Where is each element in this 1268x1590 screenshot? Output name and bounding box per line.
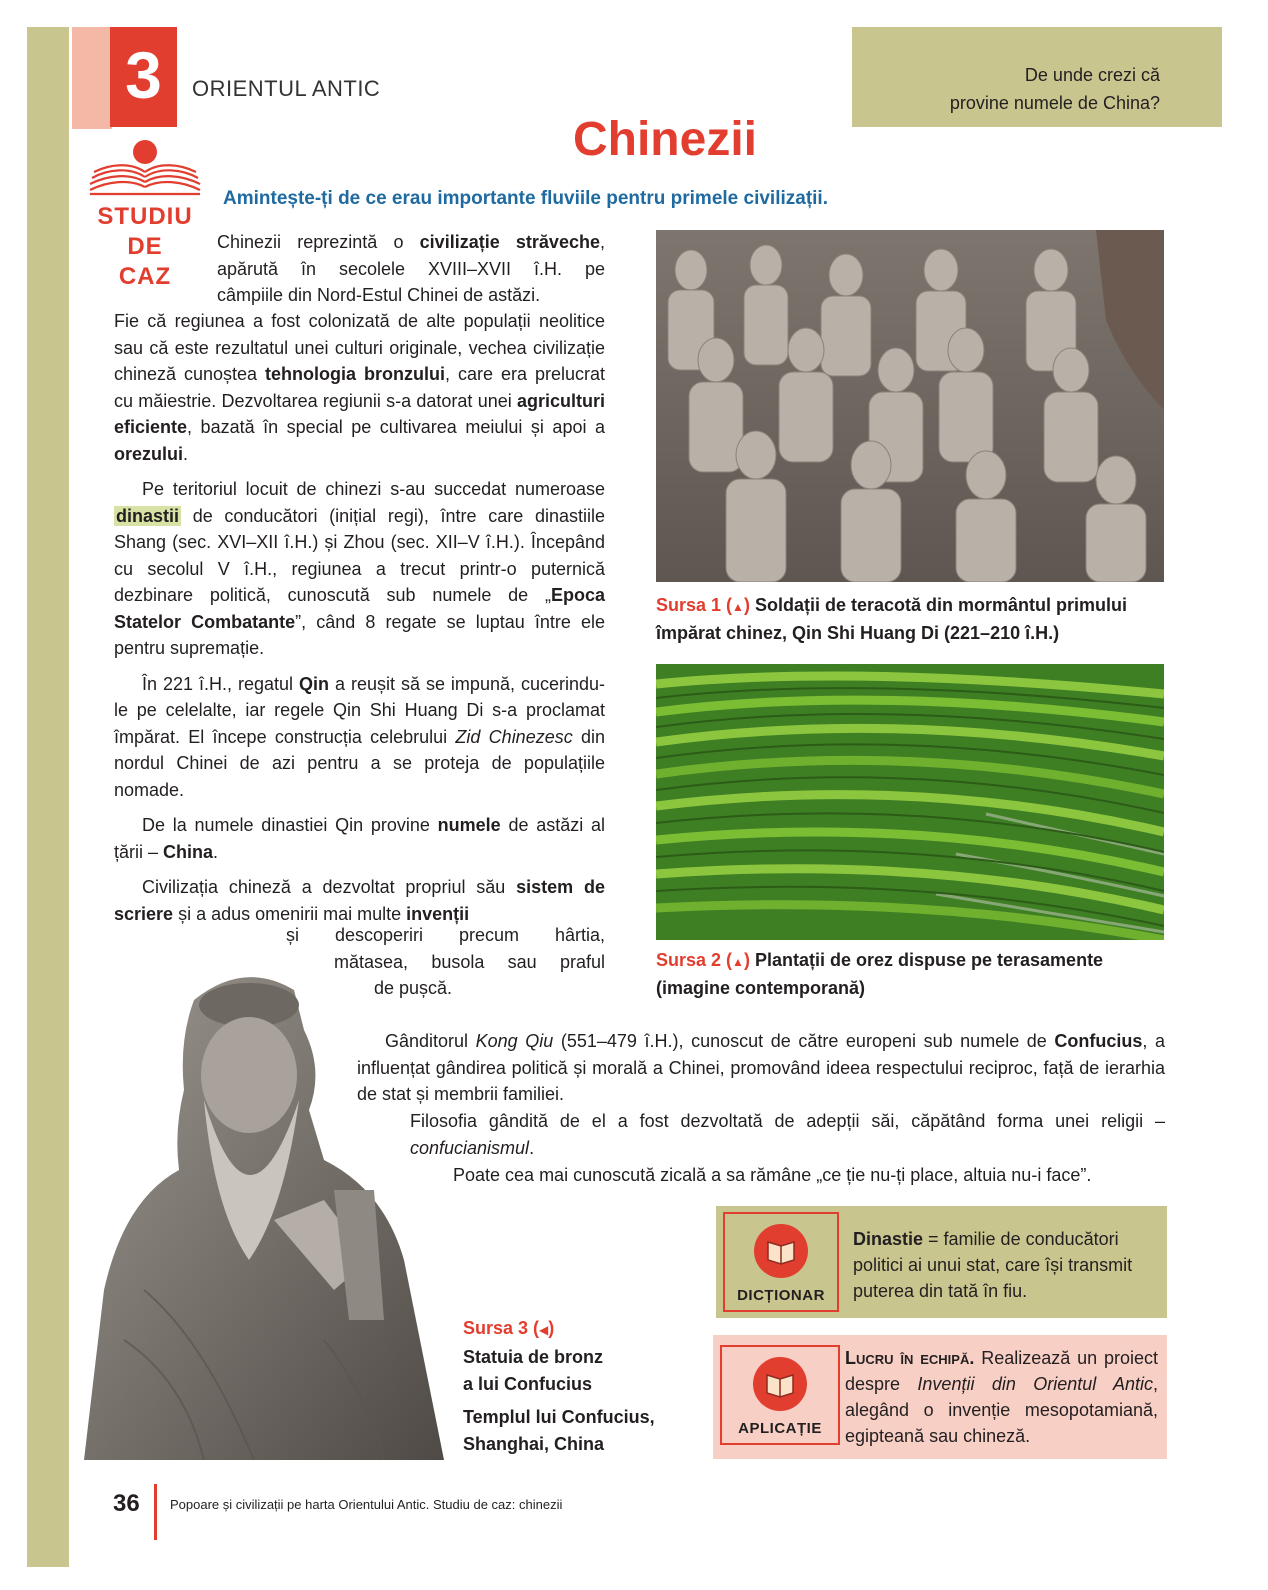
dictionary-definition-text: = familie de conducători politici ai unui stat, care își transmit puterea din tată în fiu. [853, 1229, 1133, 1301]
source-1-caption [656, 592, 1166, 646]
p5-bold-inventions: invenții [406, 903, 470, 924]
page-number: 36 [113, 1490, 140, 1517]
p2-bold-warring-states: Epoca Statelor Combatante [114, 585, 605, 632]
source-3-line-4: Shanghai, China [463, 1434, 605, 1454]
footer-text: Popoare și civilizații pe harta Orientului Antic. Studiu de caz: chinezii [170, 1497, 563, 1512]
p3-text-c: a reușit să se impună, cucerindu-le pe celelalte, iar regele Qin Shi Huang Di s-a proclamat împărat. El începe construcția celebrului [114, 673, 605, 747]
p1-bold-bronze: tehnologia bronzului [265, 364, 445, 384]
p1-text-l: . [183, 443, 189, 464]
p6-text-a: Gânditorul [385, 1031, 476, 1051]
p6-italic-kong-qiu: Kong Qiu [475, 1031, 554, 1051]
application-badge-label: APLICAȚIE [738, 1420, 822, 1437]
dictionary-badge [723, 1212, 839, 1312]
p1-line-2: apărută în secolele XVIII–XVII î.H. pe [217, 258, 605, 279]
p5-bold-writing: sistem de scriere [114, 877, 606, 924]
p7-text-c: . [529, 1137, 535, 1158]
p6-text-c: (551–479 î.H.), cunoscut de către europeni sub numele de [553, 1031, 1055, 1051]
p1-bold-agriculture: agriculturi eficiente [114, 390, 605, 437]
left-arrow-icon: ◀ [539, 1323, 549, 1337]
p3-bold-qin: Qin [299, 673, 329, 694]
study-label-line-3: CAZ [118, 263, 172, 290]
p4-text-a: De la numele dinastiei Qin provine [142, 815, 438, 835]
footer-divider [154, 1484, 157, 1540]
p4-text-c: de astăzi al țării – [114, 815, 605, 862]
application-text [845, 1345, 1158, 1449]
p1-text-c: , [599, 232, 605, 252]
source-3-label: Sursa 3 ( [463, 1318, 540, 1338]
source-1-close: ) [743, 595, 750, 615]
p3-italic-great-wall: Zid Chinezesc [455, 726, 573, 747]
page-title: Chinezii [572, 113, 757, 166]
p5-text-c: și a adus omenirii mai multe [173, 903, 407, 924]
p1-bold-civilization: civilizație străveche [419, 232, 600, 252]
paragraph-8 [453, 1162, 1165, 1189]
application-italic-project: Invenții din Orientul Antic [917, 1374, 1153, 1394]
source-1-text: Soldații de teracotă din mormântul primului împărat chinez, Qin Shi Huang Di (221–210 î.H.) [656, 595, 1127, 643]
p1-line-3: câmpiile din Nord-Estul Chinei de astăzi. [217, 285, 541, 305]
p5-line-g: de pușcă. [374, 978, 453, 998]
p3-text-a: În 221 î.H., regatul [142, 673, 299, 694]
p2-text-c: de conducători (inițial regi), între care dinastiile Shang (sec. XVI–XII î.H.) și Zhou (sec. XII–V î.H.). Începând cu secolul V î.H., regiunea a trecut printr-o puternică dezbinare politică, cunoscută sub numele de „ [114, 505, 605, 605]
left-margin-bar [27, 27, 69, 1567]
chapter-title: ORIENTUL ANTIC [192, 76, 381, 101]
up-arrow-icon: ▲ [732, 955, 744, 969]
paragraph-6 [357, 1028, 1165, 1108]
p5-line-f: mătasea, busola sau praful [334, 952, 605, 972]
dictionary-term: Dinastie [853, 1229, 924, 1249]
study-label-line-2: DE [127, 233, 163, 260]
p7-italic-confucianism: confucianismul [410, 1137, 530, 1158]
open-book-logo-icon [86, 136, 204, 202]
p7-text-a: Filosofia gândită de el a fost dezvoltată de adepții săi, căpătând forma unei religii – [410, 1111, 1165, 1131]
application-lead: Lucru în echipă. [845, 1348, 975, 1368]
p1-text-f: Fie că regiunea a fost colonizată de alte populații neolitice sau că este rezultatul unei culturi originale, vechea civilizație chineză cunoștea [114, 311, 605, 384]
question-line-1: De unde crezi că [1024, 65, 1160, 85]
source-3-line-1: Statuia de bronz [463, 1347, 604, 1367]
dictionary-definition [853, 1226, 1158, 1304]
paragraph-7 [410, 1108, 1165, 1161]
dictionary-badge-label: DICȚIONAR [737, 1287, 825, 1304]
p6-bold-confucius: Confucius [1054, 1031, 1143, 1051]
application-text-a: Realizează un proiect despre [845, 1348, 1158, 1394]
p1-text-h: , care era prelucrat cu măiestrie. Dezvoltarea regiunii s-a datorat unei [114, 364, 605, 411]
p8-text: Poate cea mai cunoscută zicală a sa rămâne „ce ție nu-ți place, altuia nu-i face”. [453, 1165, 1092, 1185]
source-2-caption [656, 947, 1166, 1001]
p2-highlight-dynasties: dinastii [116, 505, 180, 526]
study-label-line-1: STUDIU [97, 203, 193, 230]
p1-bold-rice: orezului [114, 443, 184, 464]
source-3-close: ) [548, 1318, 555, 1338]
paragraph-3 [114, 671, 605, 804]
subtitle-prompt: Amintește-ți de ce erau importante fluviile pentru primele civilizații. [223, 188, 828, 209]
application-text-c: , alegând o invenție mesopotamiană, egipteană sau chineză. [845, 1374, 1158, 1446]
paragraph-5 [114, 874, 605, 927]
p3-text-e: din nordul Chinei de azi pentru a se proteja de populațiile nomade. [114, 726, 605, 800]
p1-text-a: Chinezii reprezintă o [217, 232, 420, 252]
study-case-logo [86, 136, 204, 296]
p5-line-e: și descoperiri precum hârtia, [286, 925, 605, 945]
p5-text-a: Civilizația chineză a dezvoltat propriul său [142, 877, 517, 897]
p4-bold-china: China [163, 841, 214, 862]
paragraph-2 [114, 476, 605, 662]
book-icon [754, 1224, 808, 1278]
p2-text-e: ”, când 8 regate se luptau între ele pentru supremație. [114, 611, 605, 658]
chapter-number: 3 [125, 38, 162, 112]
dictionary-box [716, 1206, 1167, 1318]
source-3-caption [463, 1315, 703, 1458]
source-2-text: Plantații de orez dispuse pe terasamente (imagine contemporană) [656, 950, 1104, 998]
source-3-line-3: Templul lui Confucius, [463, 1407, 655, 1427]
source-3-line-2: a lui Confucius [463, 1374, 593, 1394]
up-arrow-icon: ▲ [732, 600, 744, 614]
p4-bold-name: numele [437, 815, 501, 835]
book-icon [753, 1357, 807, 1411]
source-1-label: Sursa 1 ( [656, 595, 733, 615]
paragraph-1-head [217, 229, 605, 309]
p2-text-a: Pe teritoriul locuit de chinezi s-au succedat numeroase [142, 479, 605, 499]
paragraph-5-tail [286, 922, 605, 949]
p6-text-e: , a influențat gândirea politică și morală a Chinei, promovând ideea respectului reciproc, față de ierarhia de stat și membrii familiei. [357, 1031, 1166, 1104]
p1-text-j: , bazată în special pe cultivarea meiului și apoi a [187, 417, 605, 437]
paragraph-1-body [114, 308, 605, 927]
question-line-2: provine numele de China? [949, 93, 1160, 113]
terracotta-soldiers-photo [656, 230, 1164, 582]
paragraph-4 [114, 812, 605, 865]
source-2-label: Sursa 2 ( [656, 950, 733, 970]
source-2-close: ) [743, 950, 750, 970]
p4-text-e: . [213, 841, 219, 862]
application-badge [720, 1345, 840, 1445]
application-box [713, 1335, 1167, 1459]
rice-terraces-photo [656, 664, 1164, 940]
